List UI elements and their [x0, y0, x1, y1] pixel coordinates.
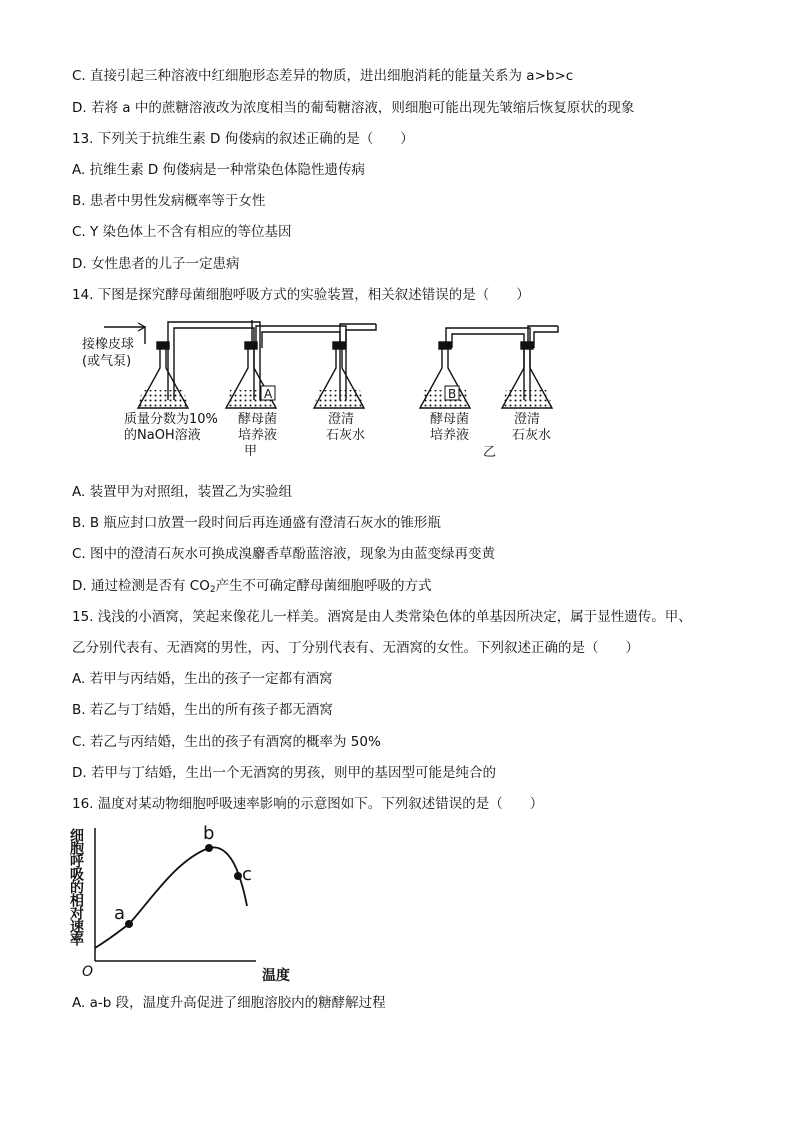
- pump-label-1: 接橡皮球: [82, 337, 135, 352]
- flask-a-mark: A: [264, 387, 273, 401]
- option-b: B. 患者中男性发病概率等于女性: [72, 193, 266, 209]
- x-axis-label: 温度: [262, 968, 290, 984]
- option-14-d-text-1: D. 通过检测是否有 CO: [72, 578, 210, 594]
- option-14-c: C. 图中的澄清石灰水可换成溴麝香草酚蓝溶液，现象为由蓝变绿再变黄: [72, 546, 496, 562]
- yeast-respiration-apparatus: [78, 318, 598, 463]
- option-15-d: D. 若甲与丁结婚，生出一个无酒窝的男孩，则甲的基因型可能是纯合的: [72, 765, 496, 781]
- flask-b-mark: B: [448, 387, 457, 401]
- question-13: 13. 下列关于抗维生素 D 佝偻病的叙述正确的是（ ）: [72, 131, 414, 147]
- rate-curve: [95, 847, 247, 948]
- option-13-d-prev: D. 若将 a 中的蔗糖溶液改为浓度相当的葡萄糖溶液，则细胞可能出现先皱缩后恢复原状的现象: [72, 100, 635, 116]
- question-15-line-1: 15. 浅浅的小酒窝，笑起来像花儿一样美。酒窝是由人类常染色体的单基因所决定，属于显性遗传。甲、: [72, 609, 692, 625]
- option-16-a: A. a-b 段，温度升高促进了细胞溶胶内的糖酵解过程: [72, 995, 386, 1011]
- option-13-c-prev: C. 直接引起三种溶液中红细胞形态差异的物质，进出细胞消耗的能量关系为 a>b>c: [72, 68, 574, 84]
- y-axis-label: 细胞呼吸的相对速率: [68, 828, 84, 945]
- option-15-b: B. 若乙与丁结婚，生出的所有孩子都无酒窝: [72, 702, 333, 718]
- flask5-label-2: 石灰水: [512, 428, 552, 443]
- group-1-label: 甲: [244, 444, 258, 459]
- point-a-label: a: [114, 903, 126, 924]
- flaska-label-1: 酵母菌: [238, 412, 278, 427]
- respiration-rate-chart: [66, 820, 306, 986]
- question-14: 14. 下图是探究酵母菌细胞呼吸方式的实验装置，相关叙述错误的是（ ）: [72, 287, 530, 303]
- option-a: A. 抗维生素 D 佝偻病是一种常染色体隐性遗传病: [72, 162, 366, 178]
- point-a: [125, 920, 133, 928]
- group-2-label: 乙: [483, 445, 497, 460]
- point-c-label: c: [242, 864, 252, 885]
- option-14-d: [72, 577, 432, 599]
- question-16: 16. 温度对某动物细胞呼吸速率影响的示意图如下。下列叙述错误的是（ ）: [72, 796, 544, 812]
- flaskb-label-2: 培养液: [430, 428, 470, 443]
- flask1-label-1: 质量分数为10%: [124, 412, 218, 427]
- option-d: D. 女性患者的儿子一定患病: [72, 256, 240, 272]
- option-15-a: A. 若甲与丙结婚，生出的孩子一定都有酒窝: [72, 671, 333, 687]
- point-b-label: b: [203, 823, 215, 844]
- option-14-d-text-2: 产生不可确定酵母菌细胞呼吸的方式: [215, 578, 432, 594]
- flask3-label-2: 石灰水: [326, 428, 366, 443]
- point-c: [234, 872, 242, 880]
- option-15-c: C. 若乙与丙结婚，生出的孩子有酒窝的概率为 50%: [72, 734, 381, 750]
- question-15-line-2: 乙分别代表有、无酒窝的男性，丙、丁分别代表有、无酒窝的女性。下列叙述正确的是（ ）: [72, 640, 639, 656]
- flaskb-label-1: 酵母菌: [430, 412, 470, 427]
- option-14-b: B. B 瓶应封口放置一段时间后再连通盛有澄清石灰水的锥形瓶: [72, 515, 441, 531]
- flask3-label-1: 澄清: [328, 412, 355, 427]
- flask5-label-1: 澄清: [514, 412, 541, 427]
- option-c: C. Y 染色体上不含有相应的等位基因: [72, 224, 292, 240]
- flaska-label-2: 培养液: [238, 428, 278, 443]
- pump-label-2: (或气泵): [82, 354, 132, 369]
- co2-subscript: 2: [209, 585, 216, 595]
- option-14-a: A. 装置甲为对照组，装置乙为实验组: [72, 484, 293, 500]
- flask1-label-2: 的NaOH溶液: [124, 428, 201, 443]
- origin-label: O: [82, 964, 94, 980]
- point-b: [205, 844, 213, 852]
